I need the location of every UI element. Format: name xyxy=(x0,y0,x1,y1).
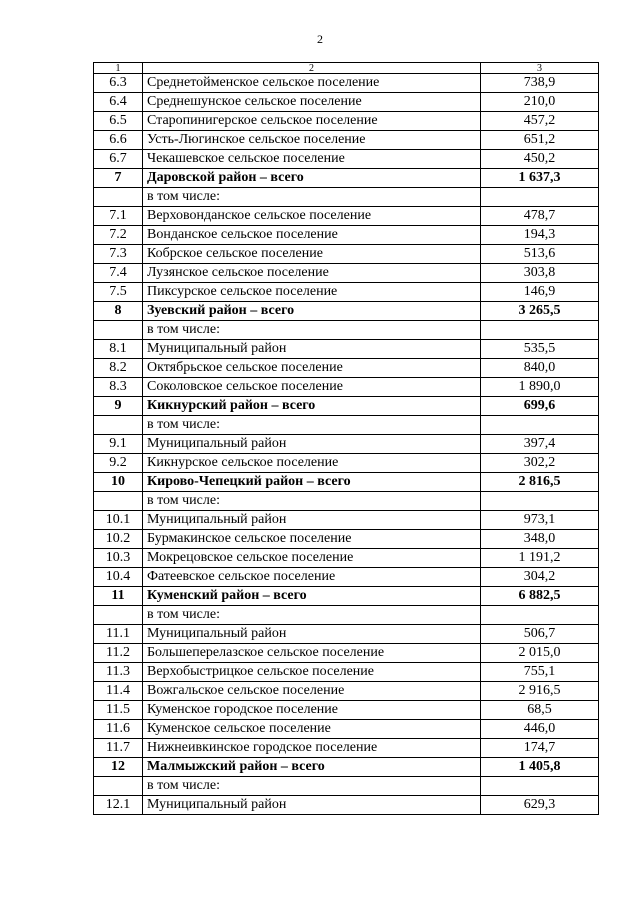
row-name-cell: Куменское городское поселение xyxy=(143,701,481,720)
row-number-cell xyxy=(94,606,143,625)
row-value-cell: 302,2 xyxy=(481,454,599,473)
row-value-cell xyxy=(481,777,599,796)
row-name-cell: в том числе: xyxy=(143,492,481,511)
table-row xyxy=(94,245,599,264)
table-row-total xyxy=(94,473,599,492)
table-row xyxy=(94,720,599,739)
table-row xyxy=(94,663,599,682)
row-value-cell: 3 265,5 xyxy=(481,302,599,321)
table-row-total xyxy=(94,758,599,777)
row-name-cell: Нижнеивкинское городское поселение xyxy=(143,739,481,758)
table-row xyxy=(94,682,599,701)
row-name-cell: в том числе: xyxy=(143,777,481,796)
row-name-cell: Большеперелазское сельское поселение xyxy=(143,644,481,663)
row-value-cell: 840,0 xyxy=(481,359,599,378)
table-row xyxy=(94,606,599,625)
column-header-number: 1 xyxy=(94,63,143,74)
row-number-cell: 7.4 xyxy=(94,264,143,283)
row-value-cell: 973,1 xyxy=(481,511,599,530)
data-table xyxy=(93,62,599,815)
column-header-name: 2 xyxy=(143,63,481,74)
row-value-cell xyxy=(481,321,599,340)
row-value-cell: 446,0 xyxy=(481,720,599,739)
table-row xyxy=(94,644,599,663)
row-value-cell: 303,8 xyxy=(481,264,599,283)
row-number-cell: 7.3 xyxy=(94,245,143,264)
row-value-cell: 629,3 xyxy=(481,796,599,815)
table-header-row xyxy=(94,63,599,74)
row-value-cell: 513,6 xyxy=(481,245,599,264)
row-name-cell: Старопинигерское сельское поселение xyxy=(143,112,481,131)
row-name-cell: Среднетойменское сельское поселение xyxy=(143,74,481,93)
row-value-cell: 6 882,5 xyxy=(481,587,599,606)
row-number-cell: 6.4 xyxy=(94,93,143,112)
row-number-cell: 11.2 xyxy=(94,644,143,663)
row-name-cell: Кикнурский район – всего xyxy=(143,397,481,416)
row-value-cell: 1 191,2 xyxy=(481,549,599,568)
row-name-cell: Вонданское сельское поселение xyxy=(143,226,481,245)
row-name-cell: Верховонданское сельское поселение xyxy=(143,207,481,226)
row-number-cell xyxy=(94,777,143,796)
row-number-cell: 7.5 xyxy=(94,283,143,302)
row-value-cell: 210,0 xyxy=(481,93,599,112)
row-name-cell: Усть-Люгинское сельское поселение xyxy=(143,131,481,150)
row-value-cell: 1 890,0 xyxy=(481,378,599,397)
row-number-cell: 10.4 xyxy=(94,568,143,587)
table-row xyxy=(94,359,599,378)
row-number-cell: 11.3 xyxy=(94,663,143,682)
row-name-cell: Зуевский район – всего xyxy=(143,302,481,321)
row-value-cell: 174,7 xyxy=(481,739,599,758)
column-header-value: 3 xyxy=(481,63,599,74)
row-value-cell xyxy=(481,606,599,625)
row-number-cell xyxy=(94,492,143,511)
row-value-cell: 2 916,5 xyxy=(481,682,599,701)
row-value-cell: 478,7 xyxy=(481,207,599,226)
row-number-cell: 9.1 xyxy=(94,435,143,454)
row-value-cell: 146,9 xyxy=(481,283,599,302)
row-number-cell: 8.3 xyxy=(94,378,143,397)
table-row-total xyxy=(94,169,599,188)
row-number-cell: 8.1 xyxy=(94,340,143,359)
row-value-cell xyxy=(481,188,599,207)
row-value-cell: 1 637,3 xyxy=(481,169,599,188)
row-value-cell: 194,3 xyxy=(481,226,599,245)
row-value-cell: 1 405,8 xyxy=(481,758,599,777)
row-value-cell xyxy=(481,492,599,511)
row-name-cell: Бурмакинское сельское поселение xyxy=(143,530,481,549)
row-name-cell: Кирово-Чепецкий район – всего xyxy=(143,473,481,492)
table-row xyxy=(94,74,599,93)
table-row xyxy=(94,530,599,549)
row-name-cell: Среднешунское сельское поселение xyxy=(143,93,481,112)
row-name-cell: Муниципальный район xyxy=(143,340,481,359)
row-number-cell: 10.2 xyxy=(94,530,143,549)
row-number-cell: 10.3 xyxy=(94,549,143,568)
row-number-cell: 11.4 xyxy=(94,682,143,701)
row-number-cell xyxy=(94,416,143,435)
table-row xyxy=(94,283,599,302)
row-name-cell: Лузянское сельское поселение xyxy=(143,264,481,283)
row-number-cell: 6.3 xyxy=(94,74,143,93)
row-number-cell: 11.5 xyxy=(94,701,143,720)
row-name-cell: Мокрецовское сельское поселение xyxy=(143,549,481,568)
row-value-cell: 450,2 xyxy=(481,150,599,169)
row-number-cell xyxy=(94,321,143,340)
table-row-total xyxy=(94,397,599,416)
table-row xyxy=(94,131,599,150)
row-number-cell: 11.7 xyxy=(94,739,143,758)
row-number-cell: 11 xyxy=(94,587,143,606)
row-number-cell: 6.6 xyxy=(94,131,143,150)
row-value-cell: 2 816,5 xyxy=(481,473,599,492)
table-row xyxy=(94,321,599,340)
row-number-cell: 7.1 xyxy=(94,207,143,226)
row-value-cell: 755,1 xyxy=(481,663,599,682)
table-row xyxy=(94,511,599,530)
row-number-cell: 12 xyxy=(94,758,143,777)
row-name-cell: Муниципальный район xyxy=(143,435,481,454)
row-value-cell: 2 015,0 xyxy=(481,644,599,663)
row-value-cell: 535,5 xyxy=(481,340,599,359)
row-number-cell: 9.2 xyxy=(94,454,143,473)
table-row xyxy=(94,777,599,796)
row-name-cell: Кобрское сельское поселение xyxy=(143,245,481,264)
row-value-cell: 506,7 xyxy=(481,625,599,644)
table-row xyxy=(94,454,599,473)
row-number-cell: 11.6 xyxy=(94,720,143,739)
row-name-cell: Даровской район – всего xyxy=(143,169,481,188)
row-name-cell: в том числе: xyxy=(143,416,481,435)
row-number-cell: 10 xyxy=(94,473,143,492)
table-row xyxy=(94,492,599,511)
row-name-cell: в том числе: xyxy=(143,321,481,340)
table-row xyxy=(94,226,599,245)
page-number: 2 xyxy=(317,32,323,46)
table-row xyxy=(94,549,599,568)
table-row-total xyxy=(94,587,599,606)
table-row xyxy=(94,188,599,207)
row-number-cell: 12.1 xyxy=(94,796,143,815)
table-row xyxy=(94,264,599,283)
table-row xyxy=(94,93,599,112)
row-number-cell xyxy=(94,188,143,207)
row-number-cell: 8.2 xyxy=(94,359,143,378)
row-name-cell: Муниципальный район xyxy=(143,511,481,530)
table-row xyxy=(94,112,599,131)
row-name-cell: Вожгальское сельское поселение xyxy=(143,682,481,701)
row-number-cell: 6.5 xyxy=(94,112,143,131)
row-number-cell: 7.2 xyxy=(94,226,143,245)
table-row xyxy=(94,150,599,169)
table-row xyxy=(94,568,599,587)
row-value-cell: 68,5 xyxy=(481,701,599,720)
row-number-cell: 10.1 xyxy=(94,511,143,530)
row-name-cell: Фатеевское сельское поселение xyxy=(143,568,481,587)
row-name-cell: Куменское сельское поселение xyxy=(143,720,481,739)
table-row xyxy=(94,416,599,435)
row-name-cell: в том числе: xyxy=(143,606,481,625)
row-value-cell: 304,2 xyxy=(481,568,599,587)
table-row xyxy=(94,340,599,359)
table-row-total xyxy=(94,302,599,321)
row-number-cell: 7 xyxy=(94,169,143,188)
table-row xyxy=(94,378,599,397)
row-value-cell: 651,2 xyxy=(481,131,599,150)
row-value-cell: 738,9 xyxy=(481,74,599,93)
table-row xyxy=(94,435,599,454)
row-number-cell: 11.1 xyxy=(94,625,143,644)
row-name-cell: Муниципальный район xyxy=(143,625,481,644)
row-name-cell: Куменский район – всего xyxy=(143,587,481,606)
row-value-cell xyxy=(481,416,599,435)
row-name-cell: в том числе: xyxy=(143,188,481,207)
table-row xyxy=(94,701,599,720)
table-row xyxy=(94,739,599,758)
row-value-cell: 397,4 xyxy=(481,435,599,454)
row-name-cell: Соколовское сельское поселение xyxy=(143,378,481,397)
table-row xyxy=(94,625,599,644)
row-number-cell: 6.7 xyxy=(94,150,143,169)
row-name-cell: Октябрьское сельское поселение xyxy=(143,359,481,378)
row-number-cell: 9 xyxy=(94,397,143,416)
row-name-cell: Чекашевское сельское поселение xyxy=(143,150,481,169)
row-name-cell: Кикнурское сельское поселение xyxy=(143,454,481,473)
row-name-cell: Верхобыстрицкое сельское поселение xyxy=(143,663,481,682)
row-name-cell: Муниципальный район xyxy=(143,796,481,815)
row-value-cell: 348,0 xyxy=(481,530,599,549)
table-row xyxy=(94,207,599,226)
row-value-cell: 699,6 xyxy=(481,397,599,416)
row-name-cell: Малмыжский район – всего xyxy=(143,758,481,777)
row-number-cell: 8 xyxy=(94,302,143,321)
row-name-cell: Пиксурское сельское поселение xyxy=(143,283,481,302)
table-row xyxy=(94,796,599,815)
row-value-cell: 457,2 xyxy=(481,112,599,131)
